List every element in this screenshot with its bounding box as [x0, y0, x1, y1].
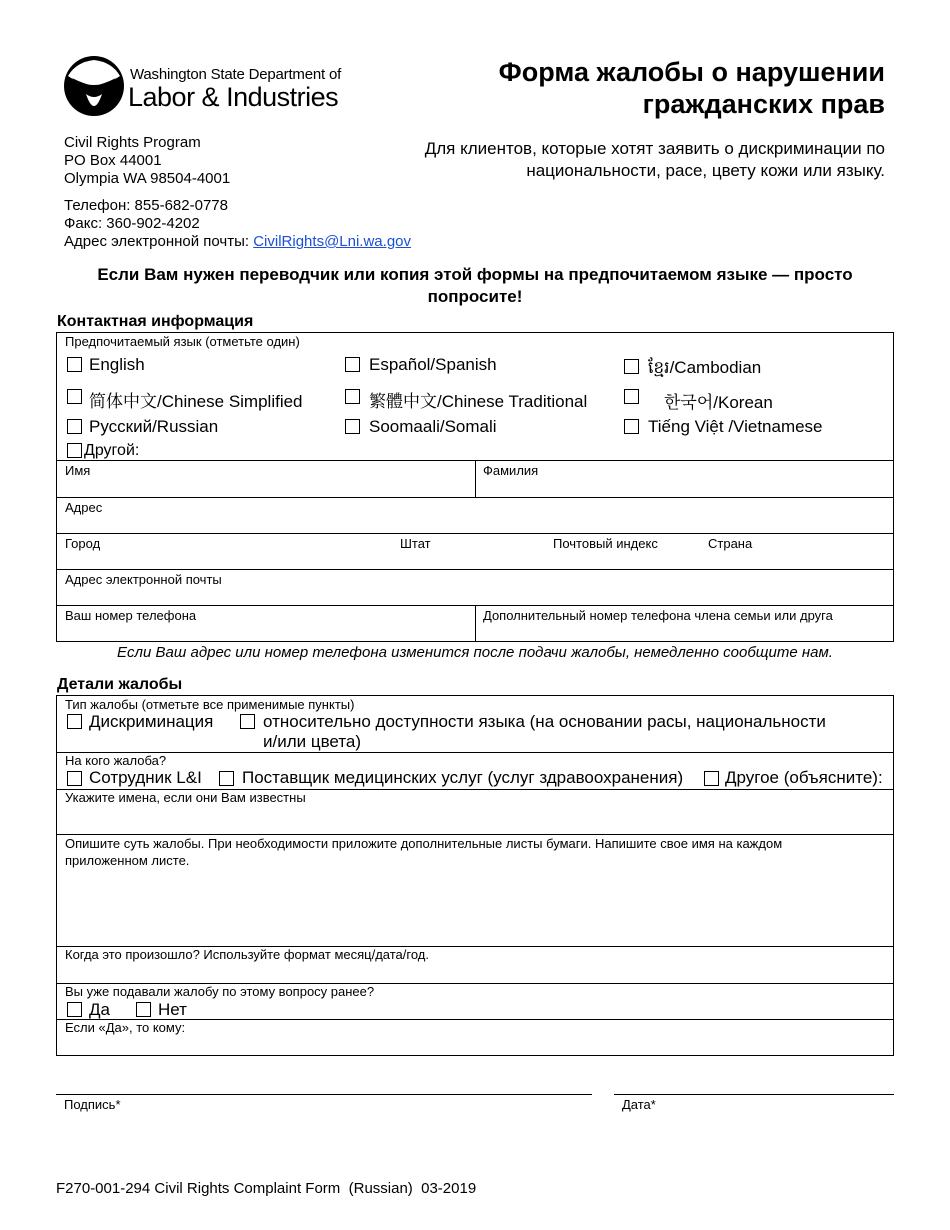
english-checkbox[interactable]	[67, 357, 82, 372]
address-row[interactable]	[57, 497, 893, 533]
title-line1: Форма жалобы о нарушении	[498, 57, 885, 87]
email-line	[64, 233, 411, 251]
complaint-details-box	[56, 695, 894, 1056]
filed-row	[57, 983, 893, 1020]
address-line1: Civil Rights Program	[64, 134, 201, 151]
when-row[interactable]	[57, 946, 893, 983]
city-label: Город	[65, 536, 101, 551]
against-label: На кого жалоба?	[65, 753, 167, 768]
type-language-line1: относительно доступности языка (на основании расы, национальности	[263, 712, 826, 731]
against-other: Другое (объясните):	[725, 768, 883, 787]
lang-chinese-traditional: 繁體中文/Chinese Traditional	[369, 392, 588, 411]
email-label: Адрес электронной почты:	[64, 233, 254, 250]
signature-line[interactable]	[56, 1094, 592, 1095]
interpreter-notice: Если Вам нужен переводчик или копия этой формы на предпочитаемом языке — просто попросите!	[97, 265, 853, 306]
address-line2: PO Box 44001	[64, 152, 162, 169]
describe-label: Опишите суть жалобы. При необходимости приложите дополнительные листы бумаги. Напишите свое имя на каждом приложенном листе.	[65, 836, 783, 868]
email-row[interactable]	[57, 569, 893, 605]
country-label: Страна	[708, 536, 753, 551]
name-divider	[475, 461, 476, 497]
email-field-label: Адрес электронной почты	[65, 572, 222, 587]
lang-russian: Русский/Russian	[89, 417, 219, 436]
lni-logo-icon	[64, 54, 124, 118]
language-access-checkbox[interactable]	[240, 714, 255, 729]
against-employee: Сотрудник L&I	[89, 768, 202, 787]
phone-divider	[475, 606, 476, 642]
form-footer: F270-001-294 Civil Rights Complaint Form (Russian) 03-2019	[56, 1180, 477, 1197]
date-label: Дата*	[622, 1097, 656, 1112]
title-line2: гражданских прав	[642, 89, 885, 119]
phone-row	[57, 605, 893, 642]
lang-english: English	[89, 355, 145, 374]
type-language-line2: и/или цвета)	[263, 732, 362, 751]
filed-label: Вы уже подавали жалобу по этому вопросу ранее?	[65, 984, 375, 999]
first-name-label: Имя	[65, 463, 91, 478]
change-notice: Если Ваш адрес или номер телефона изменится после подачи жалобы, немедленно сообщите нам.	[117, 644, 833, 661]
logo-line1: Washington State Department of	[130, 66, 342, 83]
no-label: Нет	[158, 1000, 187, 1019]
zip-label: Почтовый индекс	[553, 536, 658, 551]
language-label: Предпочитаемый язык (отметьте один)	[65, 334, 300, 349]
if-yes-row[interactable]	[57, 1019, 893, 1056]
contact-info-box	[56, 332, 894, 642]
details-section-title: Детали жалобы	[57, 676, 183, 693]
logo-line2: Labor & Industries	[128, 82, 339, 112]
lang-somali: Soomaali/Somali	[369, 417, 497, 436]
lang-cambodian: ខ្មែរ/Cambodian	[648, 358, 762, 377]
no-checkbox[interactable]	[136, 1002, 151, 1017]
lang-chinese-simplified: 简体中文/Chinese Simplified	[89, 392, 303, 411]
city-row[interactable]	[57, 533, 893, 569]
if-yes-label: Если «Да», то кому:	[65, 1020, 186, 1035]
chinese-traditional-checkbox[interactable]	[345, 389, 360, 404]
agency-logo	[64, 54, 342, 120]
address-line3: Olympia WA 98504-4001	[64, 170, 231, 187]
signature-label: Подпись*	[64, 1097, 121, 1112]
other-language-checkbox[interactable]	[67, 443, 82, 458]
last-name-label: Фамилия	[483, 463, 539, 478]
name-row	[57, 460, 893, 497]
contact-section-title: Контактная информация	[57, 313, 254, 330]
lni-employee-checkbox[interactable]	[67, 771, 82, 786]
yes-checkbox[interactable]	[67, 1002, 82, 1017]
lang-vietnamese: Tiếng Việt /Vietnamese	[648, 417, 823, 436]
yes-label: Да	[89, 1000, 110, 1019]
mailing-address	[64, 134, 230, 188]
form-subtitle: Для клиентов, которые хотят заявить о дискриминации по национальности, расе, цвету кожи или языку.	[424, 139, 885, 180]
alt-phone-label: Дополнительный номер телефона члена семьи или друга	[483, 608, 833, 623]
lang-other: Другой:	[84, 442, 140, 459]
complaint-type-label: Тип жалобы (отметьте все применимые пункты)	[65, 697, 355, 712]
other-against-checkbox[interactable]	[704, 771, 719, 786]
provider-checkbox[interactable]	[219, 771, 234, 786]
spanish-checkbox[interactable]	[345, 357, 360, 372]
state-label: Штат	[400, 536, 431, 551]
form-title	[415, 56, 885, 120]
vietnamese-checkbox[interactable]	[624, 419, 639, 434]
lang-spanish: Español/Spanish	[369, 355, 497, 374]
somali-checkbox[interactable]	[345, 419, 360, 434]
fax-number: Факс: 360-902-4202	[64, 215, 200, 232]
when-label: Когда это произошло? Используйте формат месяц/дата/год.	[65, 947, 429, 962]
type-discrimination: Дискриминация	[89, 712, 214, 731]
discrimination-checkbox[interactable]	[67, 714, 82, 729]
names-label: Укажите имена, если они Вам известны	[65, 790, 306, 805]
lang-korean: 한국어/Korean	[664, 393, 773, 412]
describe-row[interactable]	[57, 834, 893, 946]
against-provider: Поставщик медицинских услуг (услуг здравоохранения)	[242, 768, 684, 787]
against-row	[57, 752, 893, 789]
cambodian-checkbox[interactable]	[624, 359, 639, 374]
date-line[interactable]	[614, 1094, 894, 1095]
phone-number: Телефон: 855-682-0778	[64, 197, 228, 214]
korean-checkbox[interactable]	[624, 389, 639, 404]
russian-checkbox[interactable]	[67, 419, 82, 434]
phone-label: Ваш номер телефона	[65, 608, 197, 623]
address-label: Адрес	[65, 500, 103, 515]
chinese-simplified-checkbox[interactable]	[67, 389, 82, 404]
names-row[interactable]	[57, 789, 893, 834]
email-link[interactable]: CivilRights@Lni.wa.gov	[253, 233, 412, 250]
contact-details	[64, 197, 411, 251]
